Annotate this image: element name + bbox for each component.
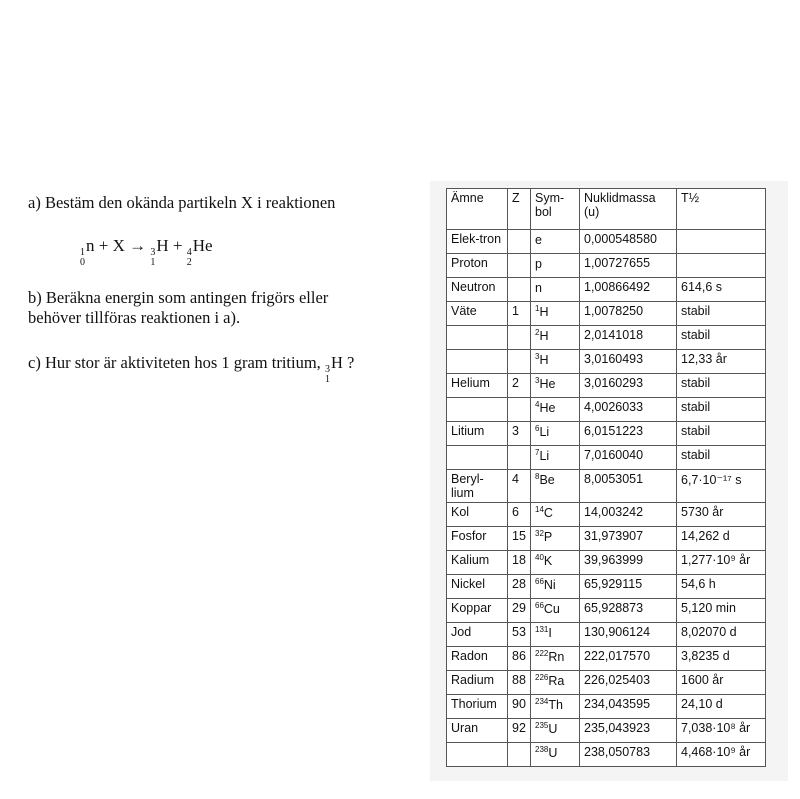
element-symbol: Li [539,425,550,439]
table-row [447,278,766,302]
table-row [447,470,766,503]
cell-name: Väte [447,302,508,326]
cell-z: 3 [508,422,531,446]
element-symbol: U [548,746,558,760]
cell-name [447,398,508,422]
cell-mass: 6,0151223 [580,422,677,446]
element-symbol: p [535,257,542,271]
cell-symbol [531,671,580,695]
table-row [447,695,766,719]
table-row [447,254,766,278]
cell-symbol [531,647,580,671]
cell-mass: 234,043595 [580,695,677,719]
cell-symbol [531,230,580,254]
table-row [447,398,766,422]
cell-half-life: 54,6 h [677,575,766,599]
table-row [447,230,766,254]
cell-mass: 65,929115 [580,575,677,599]
cell-z [508,326,531,350]
cell-half-life: stabil [677,326,766,350]
mass-number: 238 [535,745,549,754]
cell-z [508,350,531,374]
cell-mass: 130,906124 [580,623,677,647]
cell-z [508,230,531,254]
cell-half-life: stabil [677,422,766,446]
mass-number: 222 [535,649,549,658]
cell-mass: 0,000548580 [580,230,677,254]
element-symbol: K [543,554,553,568]
mass-number: 66 [535,577,544,586]
element-symbol: H [539,305,549,319]
element-symbol: He [539,401,556,415]
element-symbol: I [548,626,552,640]
cell-mass: 7,0160040 [580,446,677,470]
cell-half-life: 1600 år [677,671,766,695]
mass-number: 14 [535,505,544,514]
table-row [447,671,766,695]
question-a: a) Bestäm den okända partikeln X i reaktionen [28,193,336,212]
table-header-row [447,189,766,230]
cell-symbol [531,470,580,503]
cell-symbol [531,551,580,575]
cell-half-life [677,254,766,278]
mass-number: 3 [535,352,540,361]
cell-z: 2 [508,374,531,398]
mass-number: 234 [535,697,549,706]
table-row [447,503,766,527]
table-row [447,422,766,446]
header-halveringstid: T½ [677,189,766,230]
cell-half-life: 7,038·10⁸ år [677,719,766,743]
cell-half-life: 12,33 år [677,350,766,374]
header-amne: Ämne [447,189,508,230]
cell-z [508,278,531,302]
question-c: c) Hur stor är aktiviteten hos 1 gram tritium, 3 1 H ? [28,353,355,385]
mass-number: 7 [535,448,540,457]
element-symbol: He [539,377,556,391]
table-row [447,374,766,398]
cell-half-life: 3,8235 d [677,647,766,671]
reaction-plus: + [172,236,183,255]
cell-mass: 65,928873 [580,599,677,623]
cell-symbol [531,575,580,599]
cell-mass: 222,017570 [580,647,677,671]
cell-mass: 2,0141018 [580,326,677,350]
mass-number: 235 [535,721,549,730]
cell-z [508,446,531,470]
table-row [447,302,766,326]
cell-name [447,743,508,767]
cell-name: Neutron [447,278,508,302]
cell-symbol [531,422,580,446]
cell-name: Beryl-lium [447,470,508,503]
cell-symbol [531,503,580,527]
cell-mass: 1,00727655 [580,254,677,278]
tritium-symbol: 3 1 H [324,353,343,385]
cell-mass: 31,973907 [580,527,677,551]
neutron-nuclide: 1 0 n [80,236,95,268]
cell-half-life: stabil [677,374,766,398]
element-symbol: P [543,530,553,544]
cell-name: Litium [447,422,508,446]
element-symbol: Ra [548,674,565,688]
cell-z: 29 [508,599,531,623]
cell-name: Koppar [447,599,508,623]
cell-z: 88 [508,671,531,695]
element-symbol: Be [539,473,555,487]
table-row [447,527,766,551]
cell-symbol [531,374,580,398]
question-b-line1: b) Beräkna energin som antingen frigörs eller [28,288,329,307]
mass-number: 3 [535,376,540,385]
cell-mass: 4,0026033 [580,398,677,422]
element-symbol: Rn [548,650,565,664]
cell-z [508,398,531,422]
cell-z: 53 [508,623,531,647]
cell-half-life: stabil [677,446,766,470]
cell-z: 18 [508,551,531,575]
mass-number: 4 [535,400,540,409]
helium-nuclide: 4 2 He [186,236,213,268]
element-symbol: Ni [543,578,556,592]
mass-number: 40 [535,553,544,562]
cell-symbol [531,302,580,326]
mass-number: 32 [535,529,544,538]
cell-name [447,326,508,350]
cell-symbol [531,599,580,623]
element-symbol: U [548,722,558,736]
cell-mass: 14,003242 [580,503,677,527]
element-symbol: H [539,329,549,343]
cell-half-life: 5730 år [677,503,766,527]
cell-symbol [531,623,580,647]
cell-symbol [531,254,580,278]
cell-half-life: 1,277·10⁹ år [677,551,766,575]
cell-mass: 39,963999 [580,551,677,575]
cell-half-life: 5,120 min [677,599,766,623]
cell-symbol [531,446,580,470]
element-symbol: C [543,506,553,520]
cell-mass: 238,050783 [580,743,677,767]
cell-symbol [531,695,580,719]
mass-number: 6 [535,424,540,433]
cell-z: 92 [508,719,531,743]
table-row [447,599,766,623]
cell-name: Kol [447,503,508,527]
cell-z: 90 [508,695,531,719]
cell-z: 28 [508,575,531,599]
header-z: Z [508,189,531,230]
element-symbol: Cu [543,602,560,616]
cell-half-life: 24,10 d [677,695,766,719]
table-row [447,743,766,767]
cell-half-life: stabil [677,302,766,326]
cell-z [508,743,531,767]
cell-half-life: 8,02070 d [677,623,766,647]
element-symbol: Th [548,698,563,712]
cell-mass: 235,043923 [580,719,677,743]
cell-symbol [531,278,580,302]
table-row [447,326,766,350]
table-row [447,350,766,374]
header-symbol: Sym-bol [531,189,580,230]
table-row [447,551,766,575]
cell-symbol [531,398,580,422]
table-row [447,575,766,599]
cell-z: 6 [508,503,531,527]
cell-mass: 1,00866492 [580,278,677,302]
cell-name: Kalium [447,551,508,575]
cell-mass: 3,0160493 [580,350,677,374]
element-symbol: Li [539,449,550,463]
cell-name [447,350,508,374]
cell-z: 4 [508,470,531,503]
cell-name: Thorium [447,695,508,719]
cell-name [447,446,508,470]
cell-symbol [531,743,580,767]
nuclide-table [446,188,766,767]
mass-number: 66 [535,601,544,610]
cell-name: Uran [447,719,508,743]
cell-name: Jod [447,623,508,647]
cell-z: 1 [508,302,531,326]
cell-half-life [677,230,766,254]
table-row [447,719,766,743]
cell-name: Elek-tron [447,230,508,254]
cell-z: 15 [508,527,531,551]
cell-z [508,254,531,278]
cell-symbol [531,527,580,551]
cell-name: Fosfor [447,527,508,551]
cell-half-life: 614,6 s [677,278,766,302]
table-row [447,647,766,671]
cell-mass: 3,0160293 [580,374,677,398]
cell-name: Nickel [447,575,508,599]
cell-name: Radium [447,671,508,695]
cell-half-life: 14,262 d [677,527,766,551]
question-b-line2: behöver tillföras reaktionen i a). [28,308,241,327]
cell-symbol [531,719,580,743]
table-row [447,623,766,647]
cell-half-life: 6,7·10⁻¹⁷ s [677,470,766,503]
cell-mass: 8,0053051 [580,470,677,503]
cell-z: 86 [508,647,531,671]
tritium-nuclide: 3 1 H [150,236,169,268]
cell-name: Proton [447,254,508,278]
element-symbol: H [539,353,549,367]
reaction-equation [80,236,213,268]
cell-name: Radon [447,647,508,671]
mass-number: 1 [535,304,540,313]
mass-number: 131 [535,625,549,634]
mass-number: 2 [535,328,540,337]
cell-name: Helium [447,374,508,398]
cell-mass: 226,025403 [580,671,677,695]
mass-number: 226 [535,673,549,682]
cell-half-life: stabil [677,398,766,422]
mass-number: 8 [535,472,540,481]
cell-symbol [531,326,580,350]
element-symbol: n [535,281,542,295]
cell-mass: 1,0078250 [580,302,677,326]
reaction-plus-x: + X → [98,236,147,255]
element-symbol: e [535,233,542,247]
header-nuklidmassa: Nuklidmassa (u) [580,189,677,230]
cell-symbol [531,350,580,374]
table-row [447,446,766,470]
cell-half-life: 4,468·10⁹ år [677,743,766,767]
